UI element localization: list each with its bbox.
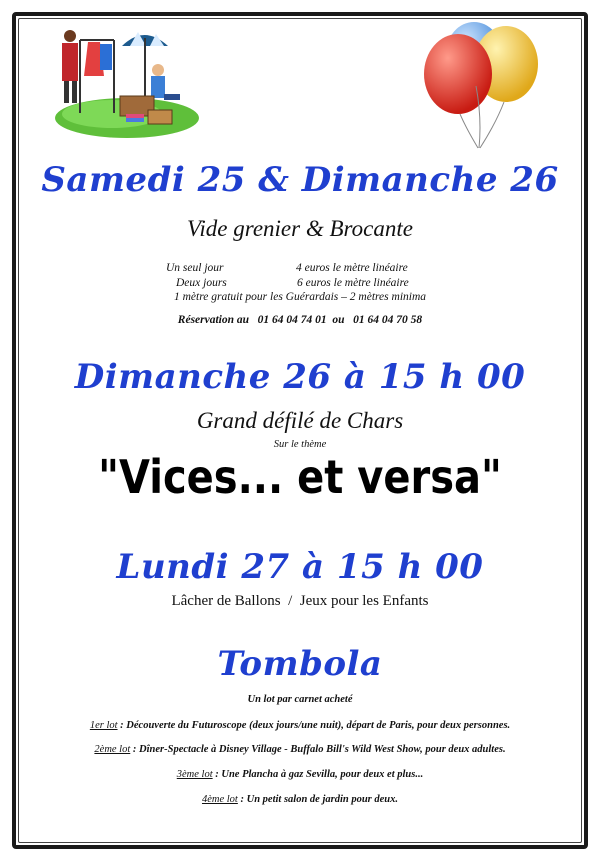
price-row2-right: 6 euros le mètre linéaire (297, 277, 409, 289)
event2-subtitle: Grand défilé de Chars (196, 408, 404, 433)
balloons-illustration (416, 18, 546, 150)
lot-2: 2ème lot : Dîner-Spectacle à Disney Village - Buffalo Bill's Wild West Show, pour deux adultes. (94, 744, 506, 755)
event2-title: Dimanche 26 à 15 h 00 (74, 357, 526, 397)
theme-title: "Vices... et versa" (98, 451, 502, 505)
event1-title: Samedi 25 & Dimanche 26 (41, 160, 559, 200)
lot-3: 3ème lot : Une Plancha à gaz Sevilla, pour deux et plus... (176, 769, 424, 780)
free-note: 1 mètre gratuit pour les Guérardais – 2 mètres minima (173, 291, 427, 303)
event3-subtitle: Lâcher de Ballons / Jeux pour les Enfants (171, 593, 429, 609)
event3-title: Lundi 27 à 15 h 00 (116, 547, 484, 587)
lot-1: 1er lot : Découverte du Futuroscope (deux jours/une nuit), départ de Paris, pour deux personnes. (89, 720, 511, 731)
theme-label: Sur le thème (273, 439, 327, 450)
event1-subtitle: Vide grenier & Brocante (187, 216, 413, 241)
tombola-title: Tombola (217, 644, 383, 684)
flea-market-illustration (52, 18, 202, 140)
reservation: Réservation au 01 64 04 74 01 ou 01 64 04 70 58 (177, 314, 423, 326)
tombola-note: Un lot par carnet acheté (247, 694, 353, 705)
lot-4: 4ème lot : Un petit salon de jardin pour deux. (201, 794, 399, 805)
price-row1-right: 4 euros le mètre linéaire (296, 262, 408, 274)
price-row2-left: Deux jours (176, 277, 227, 289)
price-row1-left: Un seul jour (166, 262, 224, 274)
